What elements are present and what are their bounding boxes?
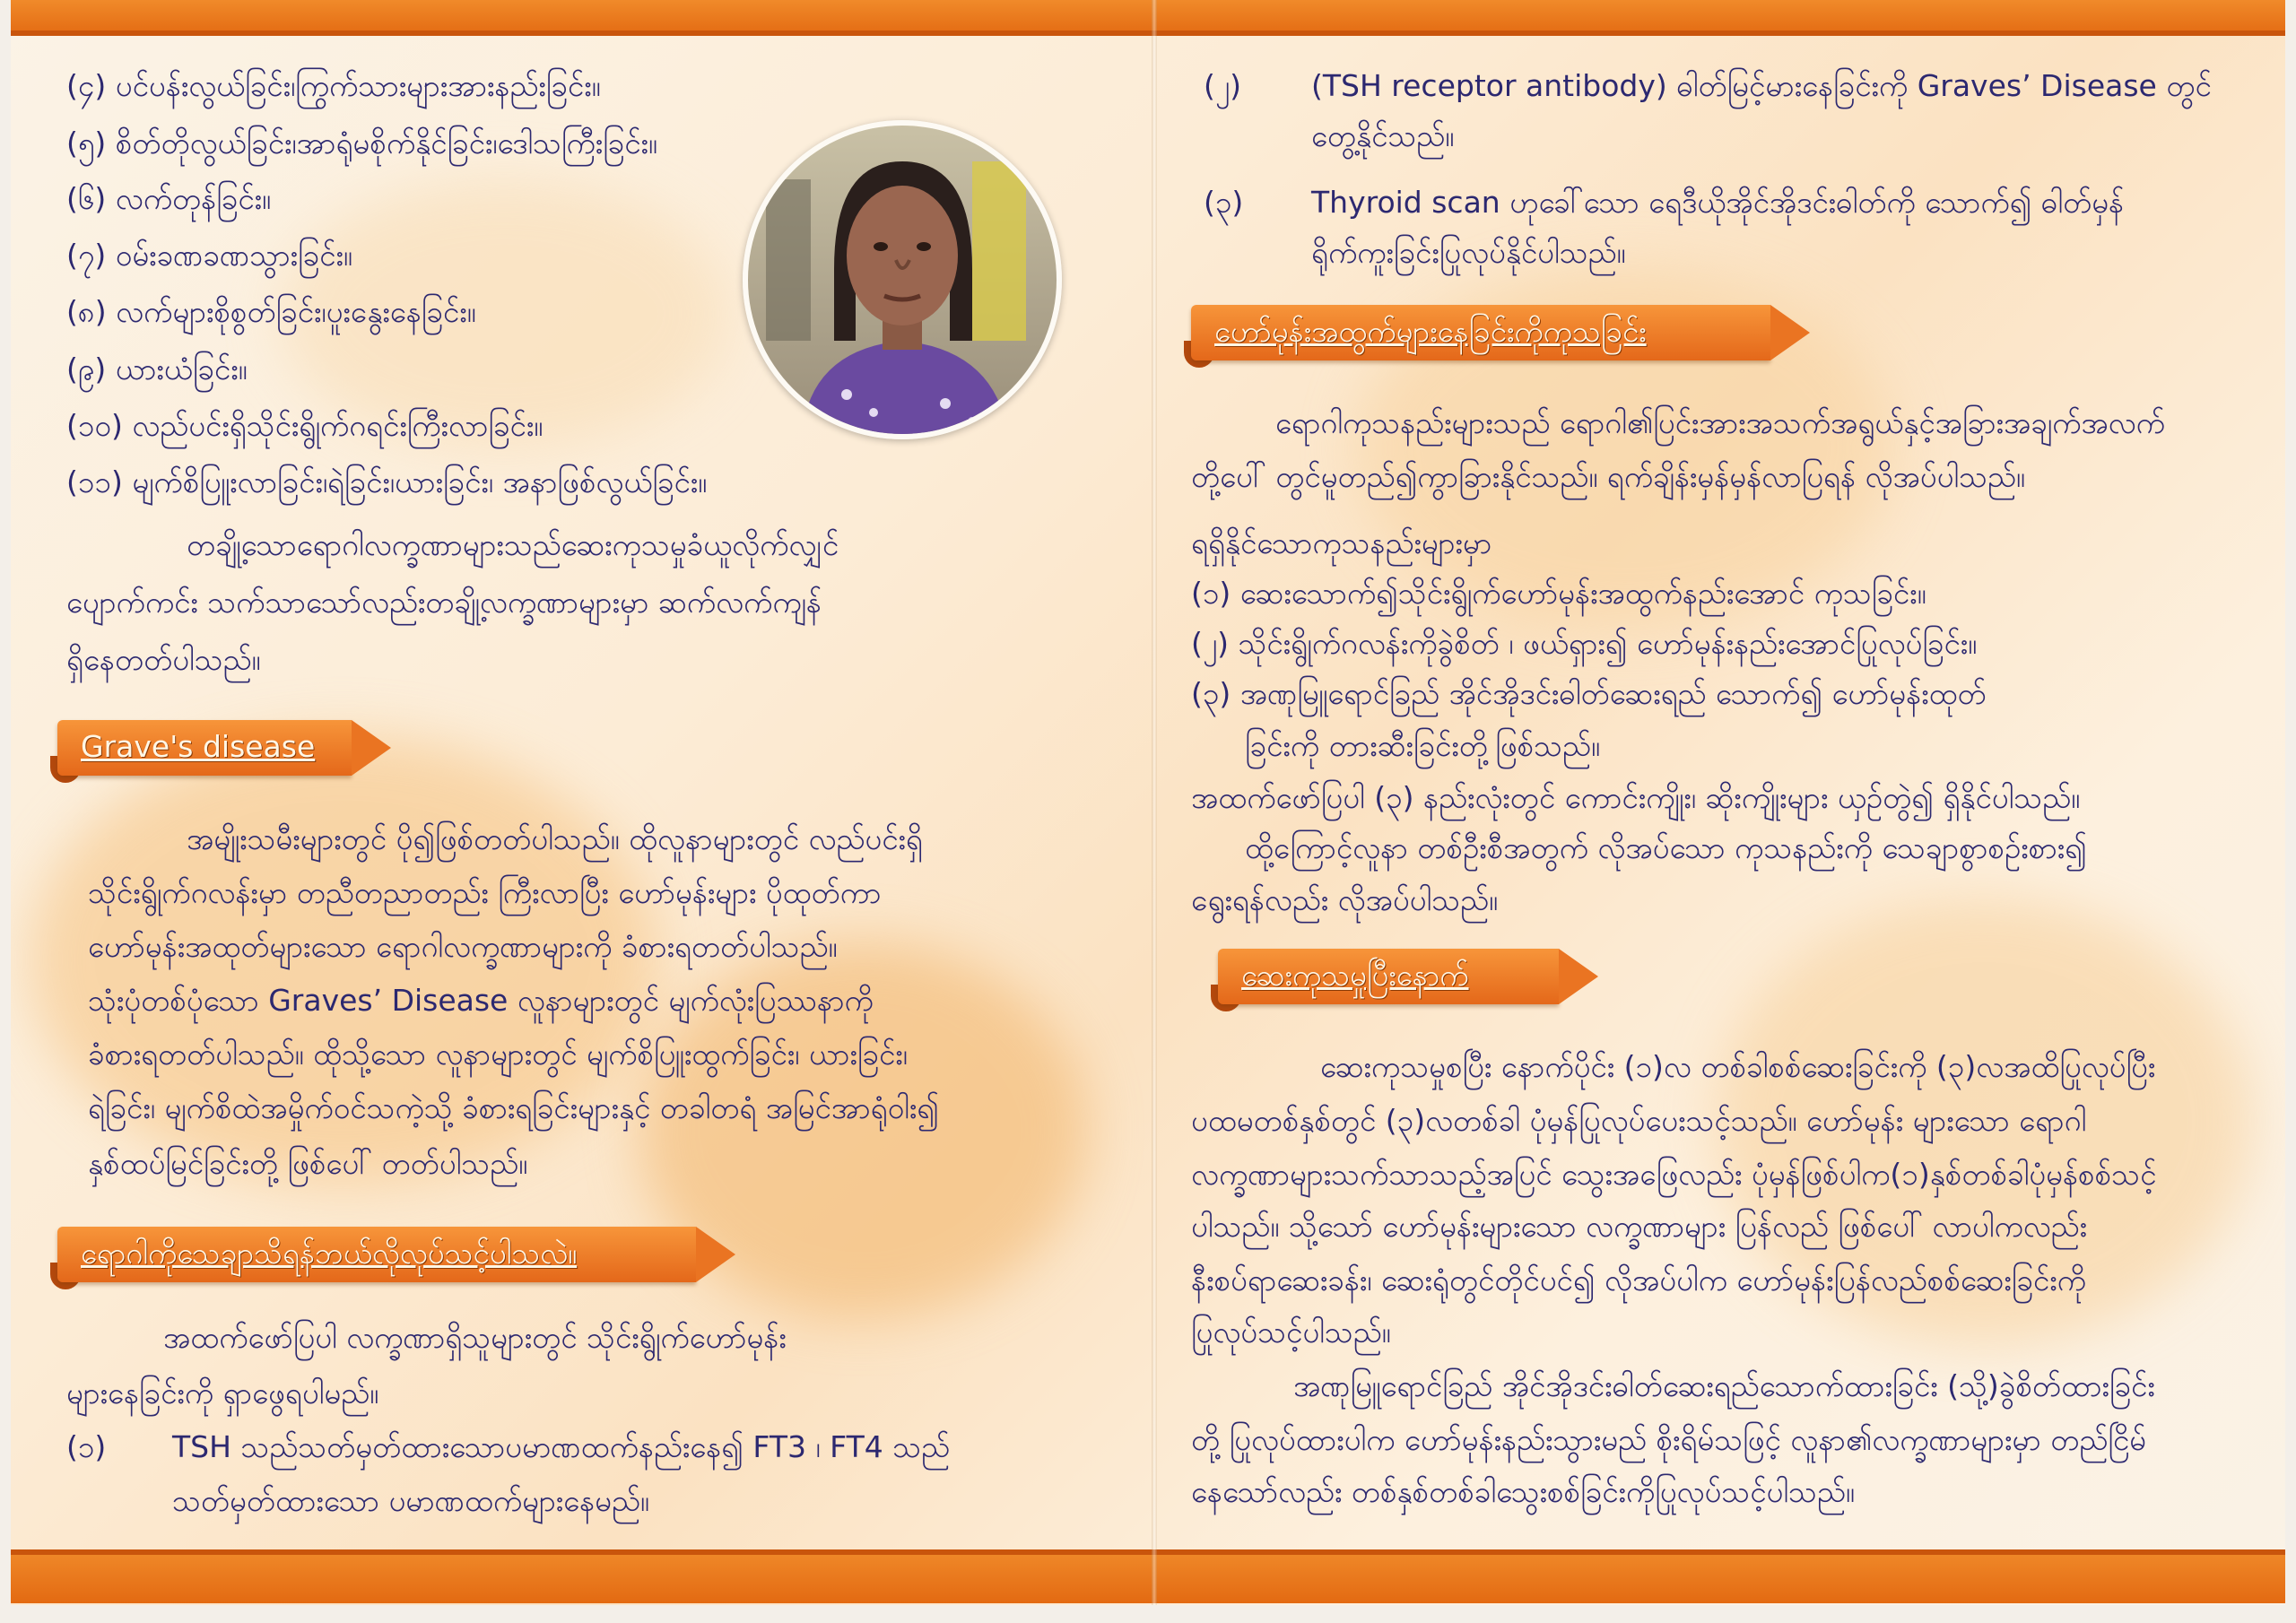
test-number: (၃) — [1204, 185, 1244, 220]
followup-paragraph-line: ဆေးကုသမှုစပြီး နောက်ပိုင်း (၁)လ တစ်ခါစစ်ဆေးခြင်းကို (၃)လအထိပြုလုပ်ပြီး — [1320, 1049, 2156, 1084]
followup-paragraph-line: နေသော်လည်း တစ်နှစ်တစ်ခါသွေးစစ်ခြင်းကိုပြုလုပ်သင့်ပါသည်။ — [1191, 1474, 1855, 1509]
symptom-item: (၈) လက်များစိုစွတ်ခြင်း၊ပူးနွေးနေခြင်း။ — [66, 294, 476, 329]
symptom-item: (၄) ပင်ပန်းလွယ်ခြင်း၊ကြွက်သားများအားနည်းခြင်း။ — [66, 68, 601, 103]
symptom-item: (၇) ဝမ်းခဏခဏသွားခြင်း။ — [66, 238, 352, 273]
banner-tip — [1770, 305, 1810, 360]
symptom-item: (၆) လက်တုန်ခြင်း။ — [66, 181, 272, 216]
banner-tip — [696, 1227, 735, 1282]
banner-label: ရောဂါကိုသေချာသိရန်ဘယ်လိုလုပ်သင့်ပါသလဲ။ — [81, 1236, 578, 1271]
test-description-line: ရိုက်ကူးခြင်းပြုလုပ်နိုင်ပါသည်။ — [1311, 235, 1626, 270]
graves-paragraph-line: အမျိုးသမီးများတွင် ပို၍ဖြစ်တတ်ပါသည်။ ထိုလူနာများတွင် လည်ပင်းရှိ — [187, 821, 923, 856]
test-description-line: တွေ့နိုင်သည်။ — [1311, 118, 1455, 153]
graves-paragraph-line: နှစ်ထပ်မြင်ခြင်းတို့ ဖြစ်ပေါ် တတ်ပါသည်။ — [88, 1146, 528, 1181]
bottom-orange-bar — [11, 1549, 2285, 1603]
test-description-line: သတ်မှတ်ထားသော ပမာဏထက်များနေမည်။ — [172, 1483, 649, 1518]
methods-line: ရွေးရန်လည်း လိုအပ်ပါသည်။ — [1191, 882, 1499, 917]
center-fold — [1152, 0, 1157, 1605]
graves-paragraph-line: ရဲခြင်း၊ မျက်စိထဲအမှိုက်ဝင်သကဲ့သို့ ခံစားရခြင်းများနှင့် တခါတရံ အမြင်အာရုံဝါး၍ — [88, 1090, 939, 1125]
test-number: (၁) — [66, 1429, 107, 1464]
methods-line: အထက်ဖော်ပြပါ (၃) နည်းလုံးတွင် ကောင်းကျိုး၊ ဆိုးကျိုးများ ယှဉ်တွဲ၍ ရှိနိုင်ပါသည်။ — [1191, 780, 2081, 815]
test-description-line: Thyroid scan ဟုခေါ်သော ရေဒီယိုအိုင်အိုဒင်းဓါတ်ကို သောက်၍ ဓါတ်မှန် — [1311, 185, 2125, 220]
graves-paragraph-line: ဟော်မုန်းအထုတ်များသော ရောဂါလက္ခဏာများကို ခံစားရတတ်ပါသည်။ — [88, 929, 838, 964]
test-description-line: TSH သည်သတ်မှတ်ထားသောပမာဏထက်နည်းနေ၍ FT3 ၊ FT4 သည် — [172, 1429, 951, 1464]
treatment-paragraph-line: ရောဂါကုသနည်းများသည် ရောဂါ၏ပြင်းအားအသက်အရွယ်နှင့်အခြားအချက်အလက် — [1275, 405, 2165, 440]
methods-line: ထို့ကြောင့်လူနာ တစ်ဦးစီအတွက် လိုအပ်သော ကုသနည်းကို သေချာစွာစဉ်းစား၍ — [1245, 830, 2087, 865]
diagnosis-paragraph-line: များနေခြင်းကို ရှာဖွေရပါမည်။ — [66, 1376, 379, 1410]
graves-paragraph-line: သုံးပုံတစ်ပုံသော Graves’ Disease လူနာများတွင် မျက်လုံးပြဿနာကို — [88, 983, 874, 1018]
symptom-item: (၅) စိတ်တိုလွယ်ခြင်း၊အာရုံမစိုက်နိုင်ခြင်း၊ဒေါသကြီးခြင်း။ — [66, 126, 657, 161]
symptom-item: (၁၁) မျက်စိပြူးလာခြင်း၊ရဲခြင်း၊ယားခြင်း၊ အနာဖြစ်လွယ်ခြင်း။ — [66, 464, 708, 499]
symptom-item: (၉) ယားယံခြင်း။ — [66, 352, 248, 386]
followup-paragraph-line: လက္ခဏာများသက်သာသည့်အပြင် သွေးအဖြေလည်း ပုံမှန်ဖြစ်ပါက(၁)နှစ်တစ်ခါပုံမှန်စစ်သင့် — [1191, 1157, 2157, 1192]
methods-line: (၃) အဏုမြူရောင်ခြည် အိုင်အိုဒင်းဓါတ်ဆေးရည် သောက်၍ ဟော်မုန်းထုတ် — [1191, 676, 1987, 711]
section-banner-diagnosis — [57, 1227, 739, 1289]
test-number: (၂) — [1204, 68, 1241, 103]
methods-line: ရရှိနိုင်သောကုသနည်းများမှာ — [1191, 525, 1492, 560]
diagnosis-paragraph-line: အထက်ဖော်ပြပါ လက္ခဏာရှိသူများတွင် သိုင်းရွိုက်ဟော်မုန်း — [163, 1320, 787, 1355]
banner-tip — [1559, 949, 1598, 1004]
treatment-paragraph-line: တို့ပေါ် တွင်မူတည်၍ကွာခြားနိုင်သည်။ ရက်ချိန်းမှန်မှန်လာပြရန် လိုအပ်ပါသည်။ — [1191, 459, 2025, 494]
followup-paragraph-line: တို့ ပြုလုပ်ထားပါက ဟော်မုန်းနည်းသွားမည် စိုးရိမ်သဖြင့် လူနာ၏လက္ခဏာများမှာ တည်ငြိမ် — [1191, 1422, 2146, 1457]
section-banner-followup — [1218, 949, 1598, 1011]
graves-paragraph-line: သိုင်းရွိုက်ဂလန်းမှာ တညီတညာတည်း ကြီးလာပြီး ဟော်မုန်းများ ပိုထုတ်ကာ — [88, 875, 882, 910]
followup-paragraph-line: ပါသည်။ သို့သော် ဟော်မုန်းများသော လက္ခဏာများ ပြန်လည် ဖြစ်ပေါ် လာပါကလည်း — [1191, 1209, 2087, 1244]
left-panel — [11, 0, 1150, 1549]
banner-tip — [352, 720, 391, 776]
followup-paragraph-line: ပထမတစ်နှစ်တွင် (၃)လတစ်ခါ ပုံမှန်ပြုလုပ်ပေးသင့်သည်။ ဟော်မုန်း များသော ရောဂါ — [1191, 1103, 2087, 1138]
intro-paragraph-line: တချို့သောရောဂါလက္ခဏာများသည်ဆေးကုသမှုခံယူလိုက်လျှင် — [187, 527, 839, 562]
followup-paragraph-line: ပြုလုပ်သင့်ပါသည်။ — [1191, 1315, 1391, 1350]
section-banner-treatment — [1191, 305, 1810, 368]
methods-line: (၂) သိုင်းရွိုက်ဂလန်းကိုခွဲစိတ် ၊ ဖယ်ရှား၍ ဟော်မုန်းနည်းအောင်ပြုလုပ်ခြင်း။ — [1191, 626, 1978, 661]
symptom-item: (၁၀) လည်ပင်းရှိသိုင်းရွိုက်ဂရင်းကြီးလာခြင်း။ — [66, 408, 544, 443]
brochure-sheet — [11, 0, 2285, 1605]
followup-paragraph-line: အဏုမြူရောင်ခြည် အိုင်အိုဒင်းဓါတ်ဆေးရည်သောက်ထားခြင်း (သို့)ခွဲစိတ်ထားခြင်း — [1293, 1368, 2155, 1403]
patient-portrait-photo — [743, 120, 1062, 439]
graves-paragraph-line: ခံစားရတတ်ပါသည်။ ထိုသို့သော လူနာများတွင် မျက်စိပြူးထွက်ခြင်း၊ ယားခြင်း၊ — [88, 1037, 908, 1072]
methods-line: (၁) ဆေးသောက်၍သိုင်းရွိုက်ဟော်မုန်းအထွက်နည်းအောင် ကုသခြင်း။ — [1191, 576, 1926, 611]
banner-label: ဆေးကုသမှုပြီးနောက် — [1241, 958, 1469, 993]
intro-paragraph-line: ပျောက်ကင်း သက်သာသော်လည်းတချို့လက္ခဏာများမှာ ဆက်လက်ကျန် — [66, 585, 822, 620]
banner-label: Grave's disease — [81, 729, 316, 764]
right-panel — [1159, 0, 2285, 1549]
followup-paragraph-line: နီးစပ်ရာဆေးခန်း၊ ဆေးရုံတွင်တိုင်ပင်၍ လိုအပ်ပါက ဟော်မုန်းပြန်လည်စစ်ဆေးခြင်းကို — [1191, 1263, 2086, 1298]
test-description-line: (TSH receptor antibody) ဓါတ်မြင့်မားနေခြင်းကို Graves’ Disease တွင် — [1311, 68, 2212, 103]
banner-label: ဟော်မုန်းအထွက်များနေခြင်းကိုကုသခြင်း — [1214, 314, 1647, 349]
section-banner-graves — [57, 720, 391, 783]
methods-line: ခြင်းကို တားဆီးခြင်းတို့ဖြစ်သည်။ — [1245, 728, 1600, 763]
intro-paragraph-line: ရှိနေတတ်ပါသည်။ — [66, 642, 261, 677]
